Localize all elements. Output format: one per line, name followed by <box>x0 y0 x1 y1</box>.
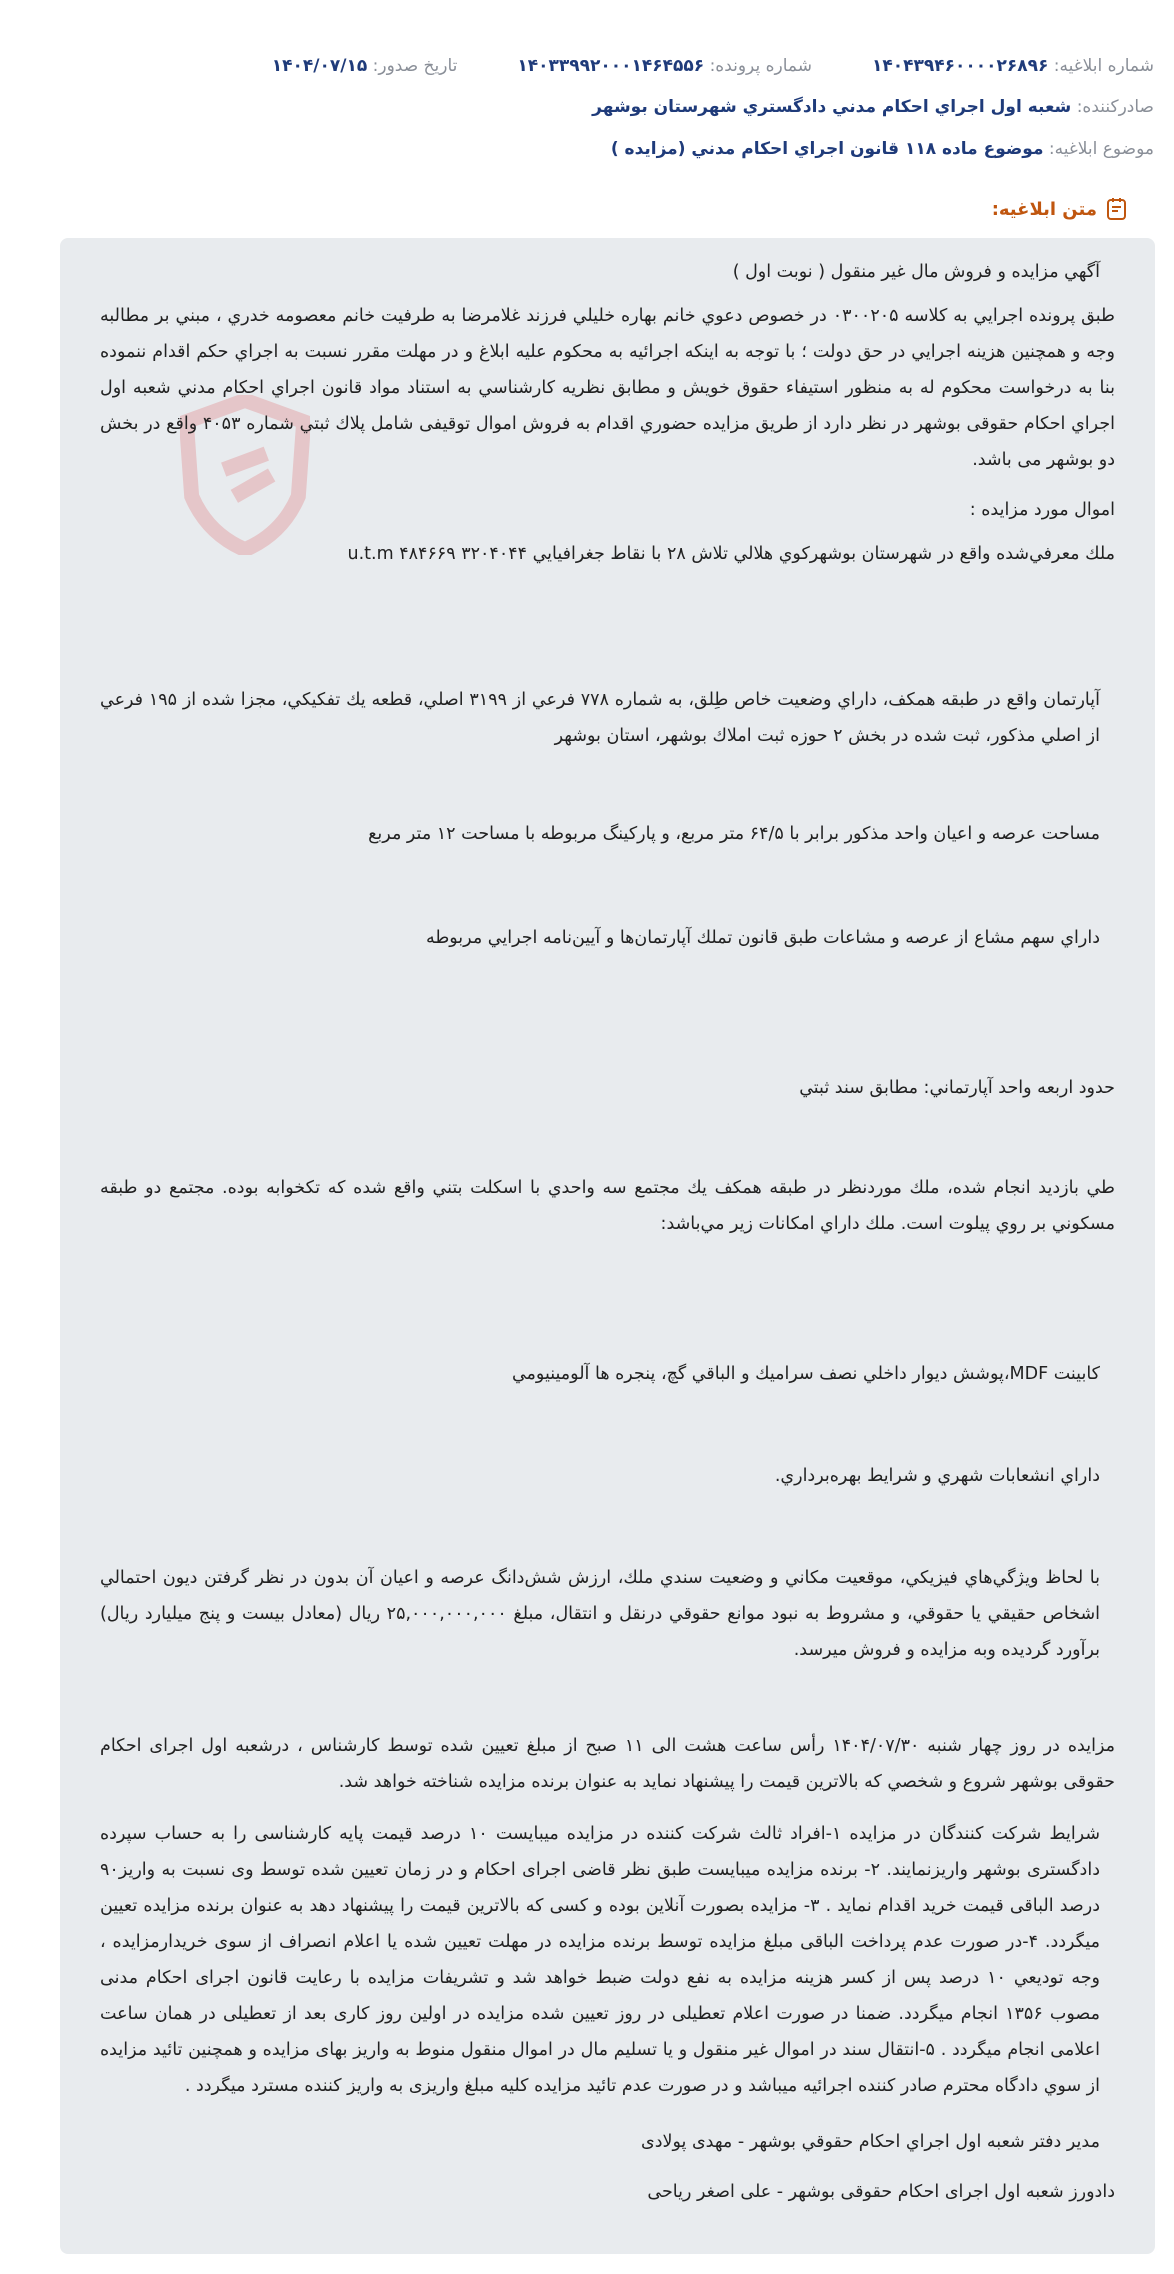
paragraph: با لحاظ ويژگي‌هاي فيزيكي، موقعيت مكاني و وضعيت سندي ملك، ارزش شش‌دانگ عرصه و اعيان آن بدون در نظر گرفتن ديون احتمالي اشخاص حقيقي يا حقوقي، و مشروط به نبود موانع حقوقي درنقل و انتقال، مبلغ ۲۵,۰۰۰,۰۰۰,۰۰۰ ريال (معادل بيست و پنج ميليارد ريال) برآورد گرديده وبه مزايده و فروش ميرسد. <box>100 1568 1100 1660</box>
paragraph: مزايده در روز چهار شنبه ۱۴۰۴/۰۷/۳۰ رأس ساعت هشت الی ۱۱ صبح از مبلغ تعيين شده توسط كارشناس ، درشعبه اول اجرای احكام حقوقی بوشهر شروع و شخصي كه بالاترين قيمت را پيشنهاد نمايد به عنوان برنده مزايده شناخته خواهد شد. <box>100 1736 1115 1792</box>
issuer-value: شعبه اول اجراي احكام مدني دادگستري شهرستان بوشهر <box>592 97 1072 117</box>
auction-conditions: شرایط شرکت کنندگان در مزایده ۱-افراد ثالث شرکت کننده در مزایده میبایست ۱۰ درصد قیمت پایه کارشناسی را به حساب سپرده دادگستری بوشهر واریزنمایند. ۲- برنده مزایده میبایست طبق نظر قاضی اجرای احکام و در زمان تعیین شده توسط وی نسبت به واریز۹۰ درصد الباقی قیمت خرید اقدام نماید . ۳- مزایده بصورت آنلاین بوده و کسی که بالاترین قیمت را پیشنهاد دهد به عنوان برنده مزایده تعیین میگردد. ۴-در صورت عدم پرداخت الباقی مبلغ مزایده توسط برنده مزایده در مهلت تعیین شده یا اعلام انصراف از سوی خریدارمزایده ، وجه توديعي ۱۰ درصد پس از کسر هزینه مزایده به نفع دولت ضبط خواهد شد و تشریفات مزایده با رعایت قانون اجرای احکام مدنی مصوب ۱۳۵۶ انجام میگردد. ضمنا در صورت اعلام تعطیلی در روز تعیین شده مزایده در اولین روز کاری بعد از تعطیلی در همان ساعت اعلامی انجام میگردد . ۵-انتقال سند در اموال غیر منقول و یا تسلیم مال در اموال منقول منوط به واریز بهای مزایده و همچنین تائید مزایده از سوي دادگاه محترم صادر كننده اجرائيه ميباشد و در صورت عدم تائید مزایده کلیه مبلغ واریزی به واریز کننده مسترد میگردد . <box>100 1824 1101 2096</box>
subject-value: موضوع ماده ۱۱۸ قانون اجراي احكام مدني (مزايده ) <box>610 139 1044 159</box>
paragraph: داراي انشعابات شهري و شرايط بهره‌برداري. <box>774 1466 1100 1486</box>
issue-date-label: تاریخ صدور: <box>372 56 458 76</box>
paragraph: داراي سهم مشاع از عرصه و مشاعات طبق قانون تملك آپارتمان‌ها و آيين‌نامه اجرايي مربوطه <box>425 928 1100 948</box>
notice-text-heading-label: متن ابلاغیه: <box>991 198 1097 220</box>
assets-heading: اموال مورد مزايده : <box>969 500 1115 520</box>
paragraph: حدود اربعه واحد آپارتماني: مطابق سند ثبتي <box>799 1078 1115 1098</box>
notice-title: آگهي مزايده و فروش مال غير منقول ( نوبت اول ) <box>732 262 1100 282</box>
paragraph: آپارتمان واقع در طبقه همكف، داراي وضعيت خاص طِلق، به شماره ۷۷۸ فرعي از ۳۱۹۹ اصلي، قطعه يك تفكيكي، مجزا شده از ۱۹۵ فرعي از اصلي مذكور، ثبت شده در بخش ۲ حوزه ثبت املاك بوشهر، استان بوشهر <box>100 690 1100 746</box>
paragraph: كابينت MDF،پوشش ديوار داخلي نصف سراميك و الباقي گچ، پنجره ها آلومينيومي <box>511 1364 1100 1384</box>
case-number-value: ۱۴۰۳۳۹۹۲۰۰۰۱۴۶۴۵۵۶ <box>517 56 705 76</box>
issue-date <box>272 56 458 76</box>
meta-row <box>20 56 1154 76</box>
subject <box>611 139 1154 159</box>
issuer <box>592 97 1154 117</box>
paragraph: مساحت عرصه و اعيان واحد مذكور برابر با ۶۴/۵ متر مربع، و پاركينگ مربوطه با مساحت ۱۲ متر مربع <box>368 824 1100 844</box>
paragraph: طبق پرونده اجرايي به كلاسه ۰۳۰۰۲۰۵ در خصوص دعوي خانم بهاره خليلي فرزند غلامرضا به طرفيت خانم معصومه خدري ، مبني بر مطالبه وجه و همچنين هزينه اجرايي در حق دولت ؛ با توجه به اينكه اجرائيه به محكوم عليه ابلاغ و در مهلت مقرر نسبت به اجراي حكم اقدام ننموده بنا به درخواست محكوم له به منظور استيفاء حقوق خويش و مطابق نظريه كارشناسي به استناد مواد قانون اجراي احكام مدني شعبه اول اجراي احكام حقوقی بوشهر در نظر دارد از طريق مزايده حضوري اقدام به فروش اموال توقيفی شامل پلاك ثبتي شماره ۴۰۵۳ واقع در بخش دو بوشهر می باشد. <box>100 306 1116 470</box>
document-icon <box>1105 196 1129 222</box>
paragraph: ملك معرفي‌شده واقع در شهرستان بوشهركوي هلالي تلاش ۲۸ با نقاط جغرافيايي ۳۲۰۴۰۴۴ ۴۸۴۶۶۹ u.t.m <box>347 544 1115 564</box>
case-number <box>517 56 812 76</box>
subject-label: موضوع ابلاغیه: <box>1048 139 1154 159</box>
signature-office-manager: مدير دفتر شعبه اول اجراي احكام حقوقي بوشهر - مهدی پولادی <box>641 2132 1100 2152</box>
subject-row <box>20 139 1154 159</box>
signature-bailiff: دادورز شعبه اول اجرای احکام حقوقی بوشهر - علی اصغر ریاحی <box>647 2182 1115 2202</box>
issue-date-value: ۱۴۰۴/۰۷/۱۵ <box>271 56 368 76</box>
notice-text-heading <box>992 196 1129 222</box>
notice-number-label: شماره ابلاغیه: <box>1053 56 1154 76</box>
case-number-label: شماره پرونده: <box>709 56 812 76</box>
notice-number-value: ۱۴۰۴۳۹۴۶۰۰۰۰۲۶۸۹۶ <box>871 56 1049 76</box>
notice-number <box>872 56 1154 76</box>
issuer-row <box>20 97 1154 117</box>
paragraph: طي بازديد انجام شده، ملك موردنظر در طبقه همكف يك مجتمع سه واحدي با اسكلت بتني واقع شده كه تكخوابه بوده. مجتمع دو طبقه مسكوني بر روي پيلوت است. ملك داراي امكانات زير مي‌باشد: <box>100 1178 1115 1234</box>
issuer-label: صادرکننده: <box>1076 97 1154 117</box>
notice-body <box>60 238 1155 2254</box>
